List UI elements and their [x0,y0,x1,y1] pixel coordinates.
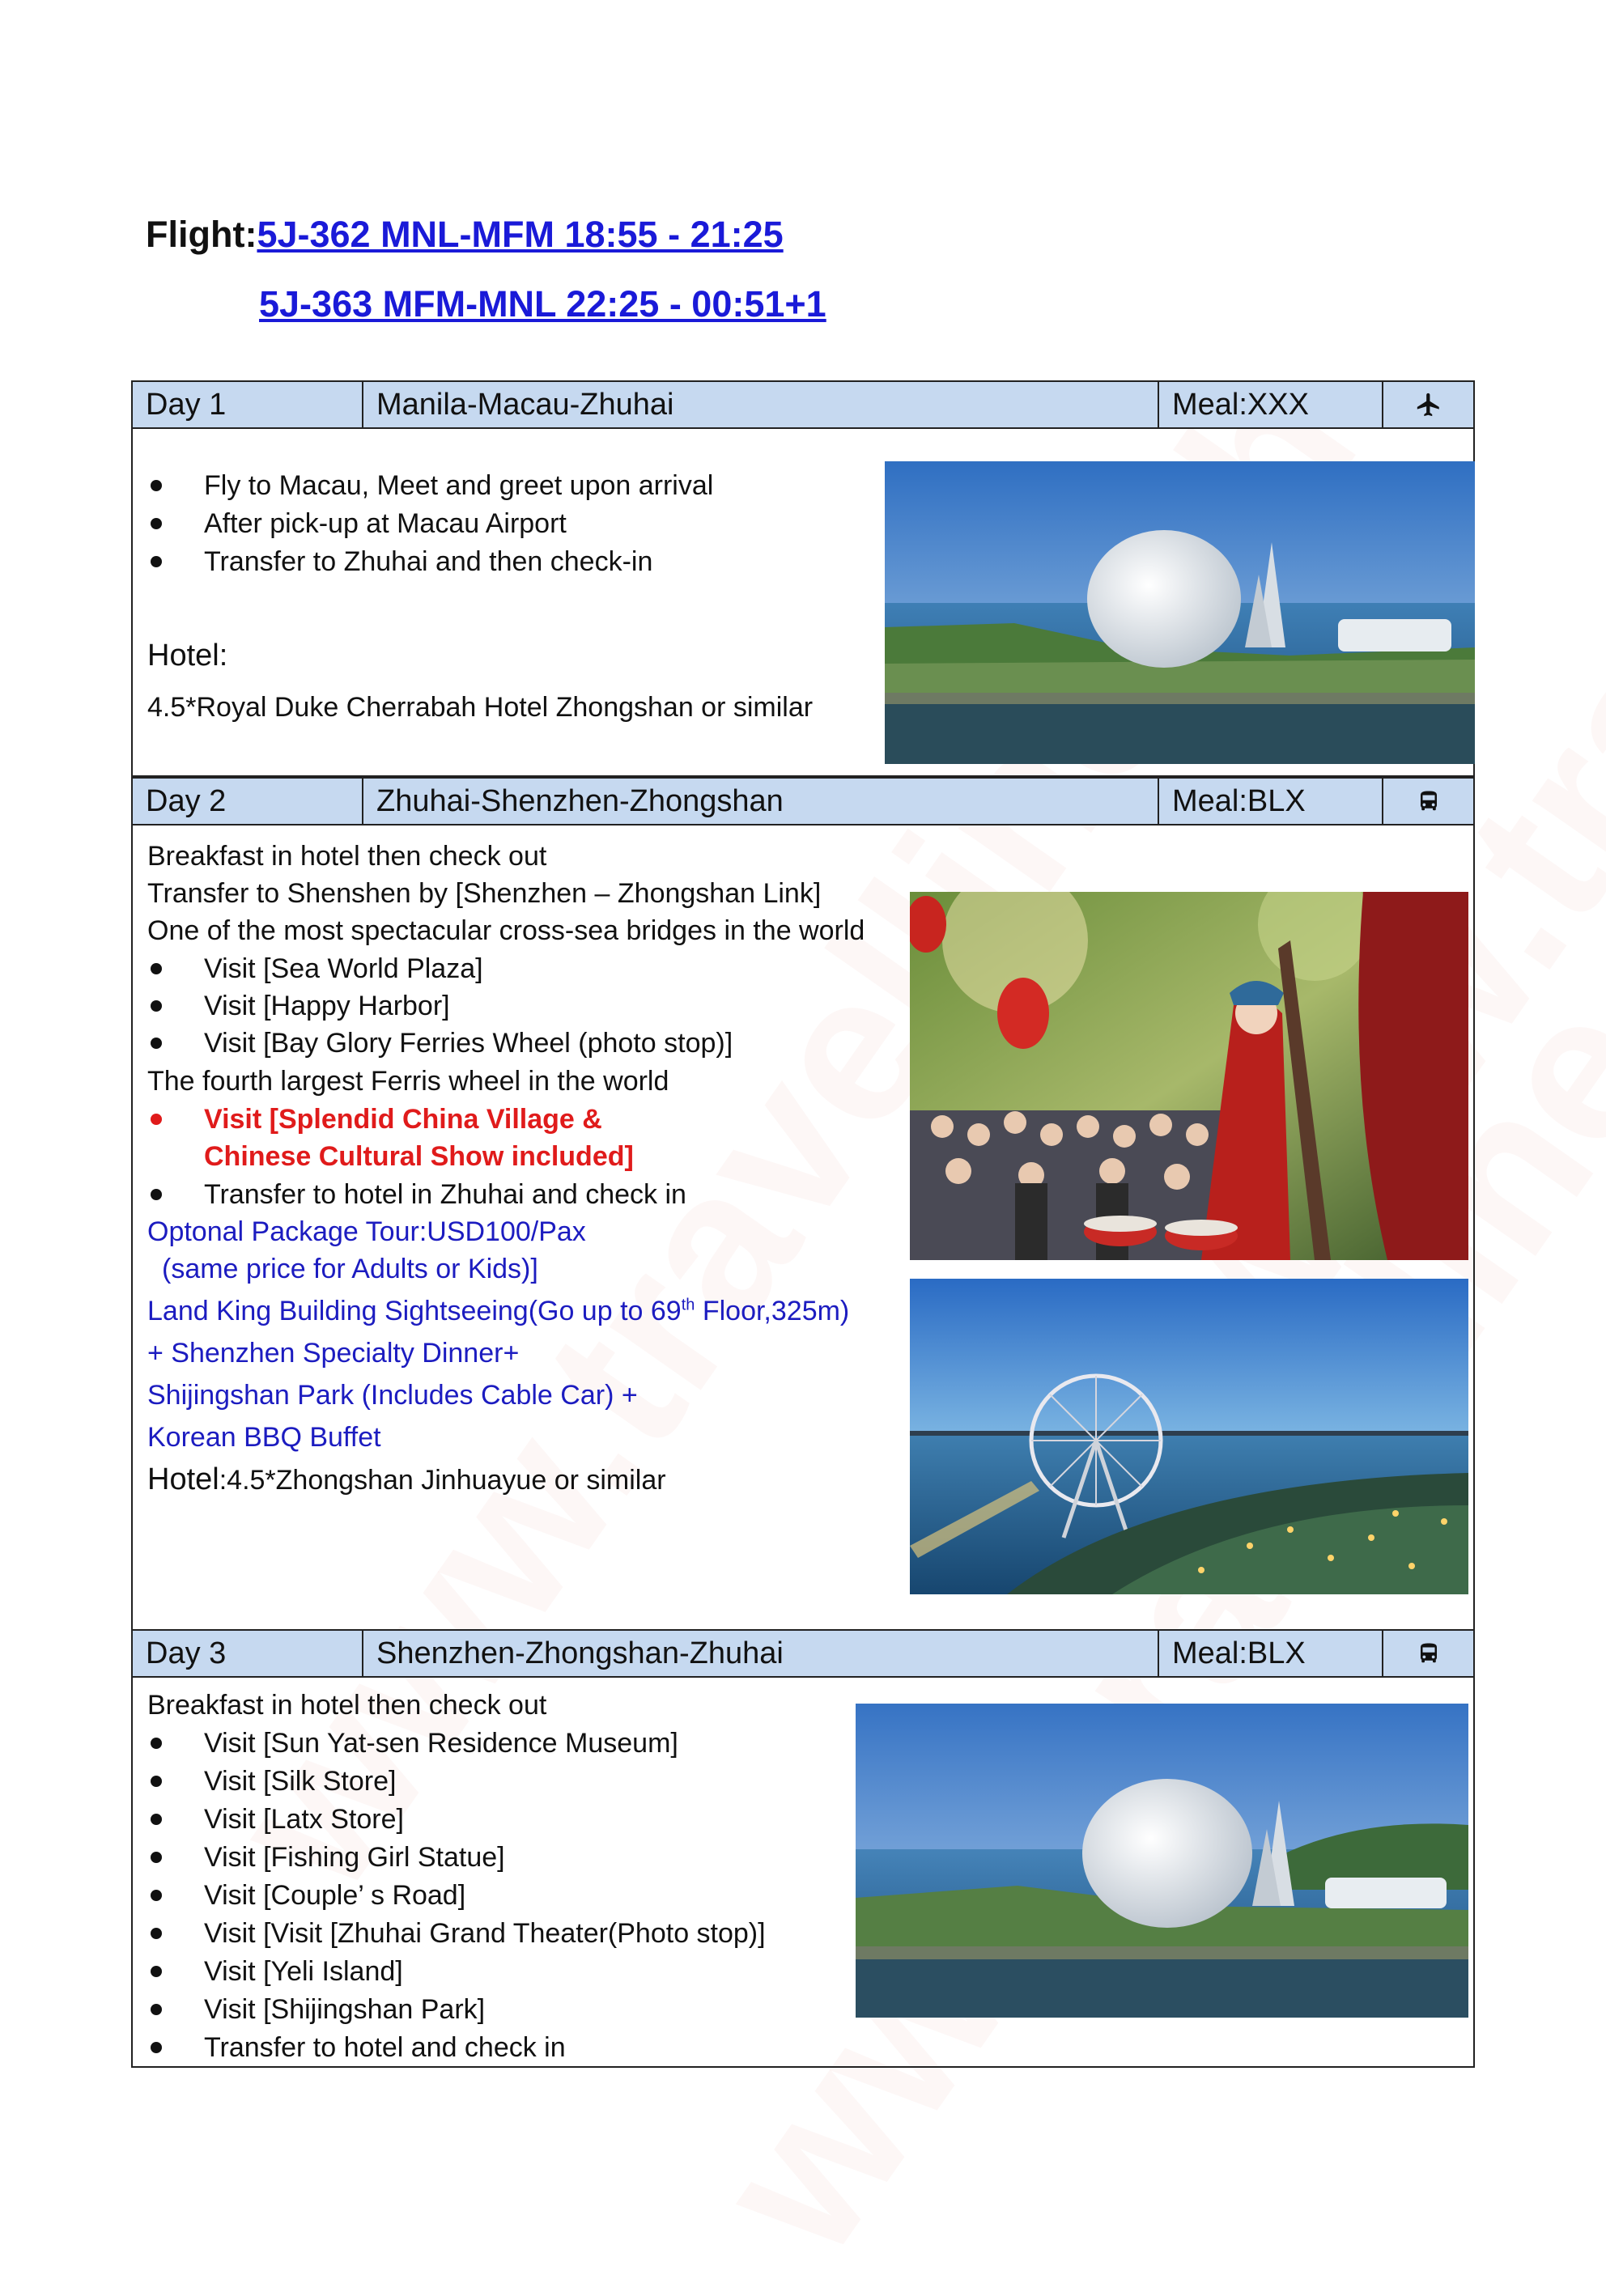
bullet-dot [151,2004,162,2015]
day3-intro: Breakfast in hotel then check out [147,1690,547,1721]
ordinal-suffix: th [681,1296,695,1314]
day3-bullet: Visit [Couple’ s Road] [204,1880,466,1911]
bullet-dot [151,1738,162,1749]
flight-return-link[interactable]: 5J-363 MFM-MNL 22:25 - 00:51+1 [259,283,826,325]
day2-hotel [147,1462,666,1499]
cultural-show-photo [910,892,1468,1260]
day2-route: Zhuhai-Shenzhen-Zhongshan [363,779,1159,824]
grand-theater-photo [856,1704,1468,2018]
bullet-dot [151,1776,162,1787]
bullet-dot [151,556,162,567]
day2-line: The fourth largest Ferris wheel in the world [147,1066,669,1097]
bullet-dot [151,1966,162,1977]
day3-bullet: Visit [Visit [Zhuhai Grand Theater(Photo stop)] [204,1918,766,1949]
flight-outbound-link[interactable]: 5J-362 MNL-MFM 18:55 - 21:25 [257,214,784,255]
bullet-dot [151,1038,162,1049]
day2-bullet: Visit [Happy Harbor] [204,991,450,1021]
day2-highlight: Visit [Splendid China Village & [204,1104,602,1135]
bullet-dot [151,1114,162,1125]
bullet-dot [151,1928,162,1939]
day3-body [131,1678,1475,2068]
day2-line: Transfer to Shenshen by [Shenzhen – Zhongshan Link] [147,878,822,909]
ferris-wheel-photo [910,1279,1468,1594]
day2-hotel-label: Hotel [147,1462,219,1496]
day1-bullet: After pick-up at Macau Airport [204,508,567,539]
bus-icon [1383,1631,1473,1676]
bullet-dot [151,1852,162,1863]
day1-hotel: 4.5*Royal Duke Cherrabah Hotel Zhongshan or similar [147,692,814,723]
optional-tour-title: Optonal Package Tour:USD100/Pax [147,1216,586,1247]
day3-bullet: Visit [Fishing Girl Statue] [204,1842,505,1873]
day2-label: Day 2 [133,779,363,824]
optional-tour-item-text: Floor,325m) [695,1296,850,1326]
day1-bullet: Transfer to Zhuhai and then check-in [204,546,653,577]
day1-bullet: Fly to Macau, Meet and greet upon arrival [204,470,714,501]
day1-route: Manila-Macau-Zhuhai [363,382,1159,427]
flight-line-outbound [146,214,784,256]
day1-meal: Meal:XXX [1159,382,1383,427]
bullet-dot [151,1890,162,1901]
optional-tour-item-text: Land King Building Sightseeing(Go up to 69 [147,1296,682,1326]
bullet-dot [151,1814,162,1825]
day3-bullet: Visit [Shijingshan Park] [204,1994,486,2025]
day2-line: Breakfast in hotel then check out [147,841,547,872]
day2-highlight: Chinese Cultural Show included] [204,1141,634,1172]
day3-route: Shenzhen-Zhongshan-Zhuhai [363,1631,1159,1676]
day2-hotel-value: :4.5*Zhongshan Jinhuayue or similar [219,1465,666,1496]
day2-body [131,825,1475,1631]
day3-bullet: Visit [Latx Store] [204,1804,404,1835]
day3-label: Day 3 [133,1631,363,1676]
airplane-icon [1383,382,1473,427]
optional-tour-item: Shijingshan Park (Includes Cable Car) + [147,1380,638,1411]
bullet-dot [151,518,162,529]
day3-header [131,1629,1475,1678]
bullet-dot [151,1000,162,1012]
bullet-dot [151,2042,162,2053]
day1-body [131,429,1475,777]
day3-bullet: Visit [Silk Store] [204,1766,397,1797]
bullet-dot [151,480,162,491]
flight-line-return [259,283,826,325]
day2-line: One of the most spectacular cross-sea bridges in the world [147,915,865,946]
optional-tour-item [147,1295,849,1328]
optional-tour-item: + Shenzhen Specialty Dinner+ [147,1338,520,1369]
bullet-dot [151,1189,162,1200]
grand-theater-photo [885,461,1475,764]
flight-label: Flight: [146,214,257,255]
day2-bullet: Visit [Sea World Plaza] [204,953,483,984]
day2-bullet: Visit [Bay Glory Ferries Wheel (photo stop)] [204,1028,733,1059]
day1-label: Day 1 [133,382,363,427]
day2-meal: Meal:BLX [1159,779,1383,824]
day3-bullet: Visit [Yeli Island] [204,1956,403,1987]
optional-tour-note: (same price for Adults or Kids)] [162,1254,538,1284]
day1-hotel-label: Hotel: [147,639,228,673]
bullet-dot [151,963,162,974]
bus-icon [1383,779,1473,824]
optional-tour-item: Korean BBQ Buffet [147,1422,381,1453]
day1-header [131,380,1475,429]
day2-bullet: Transfer to hotel in Zhuhai and check in [204,1179,686,1210]
day3-bullet: Visit [Sun Yat-sen Residence Museum] [204,1728,678,1759]
day3-meal: Meal:BLX [1159,1631,1383,1676]
day2-header [131,777,1475,825]
day3-bullet: Transfer to hotel and check in [204,2032,566,2063]
